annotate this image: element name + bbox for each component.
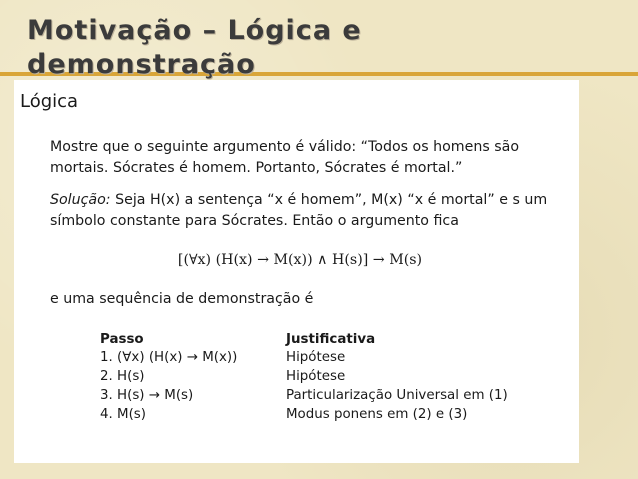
slide-title [27,14,457,82]
step-cell: 2. H(s) [100,369,145,384]
table-row [100,405,508,424]
proof-table [100,330,508,424]
justification-cell: Modus ponens em (2) e (3) [286,407,468,422]
step-cell: 4. M(s) [100,407,147,422]
step-cell: 3. H(s) → M(s) [100,388,194,403]
table-row [100,386,508,405]
column-header-step: Passo [100,331,144,347]
solution-text: Seja H(x) a sentença “x é homem”, M(x) “x é mortal” e s um símbolo constante para Sócrates. Então o argumento fica [50,192,548,229]
panel-heading: Lógica [20,91,79,112]
table-row [100,367,508,386]
argument-formula: [(∀x) (H(x) → M(x)) ∧ H(s)] → M(s) [177,252,423,268]
step-cell: 1. (∀x) (H(x) → M(x)) [100,350,238,365]
solution-label: Solução: [50,192,111,208]
content-panel [14,80,579,463]
proof-table-header [100,330,508,348]
problem-statement: Mostre que o seguinte argumento é válido: “Todos os homens são mortais. Sócrates é homem. Portanto, Sócrates é mortal.” [50,139,520,176]
slide-title-line-2: demonstração [27,49,256,80]
justification-cell: Hipótese [286,350,346,365]
justification-cell: Hipótese [286,369,346,384]
slide-title-line-1: Motivação – Lógica e [27,15,362,46]
sequence-intro: e uma sequência de demonstração é [50,291,314,307]
column-header-justification: Justificativa [286,331,376,347]
table-row [100,348,508,367]
justification-cell: Particularização Universal em (1) [286,388,508,403]
solution-paragraph [50,190,570,232]
